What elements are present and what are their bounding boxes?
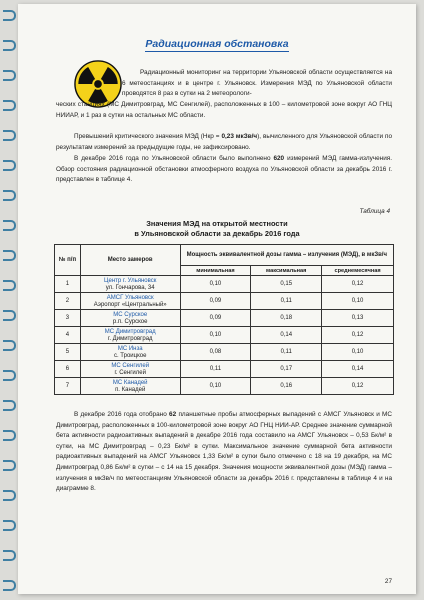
header-min: минимальная <box>180 266 251 276</box>
binder-ring <box>3 70 16 81</box>
header-max: максимальная <box>251 266 322 276</box>
paragraph-measurements: В декабре 2016 года по Ульяновской области было выполнено 620 измерений МЭД гамма-излучения. Обзор состояния радиационной обстановки атмосферного воздуха по Ульяновской области за декабрь 2016 г. представлен в таблице 4. <box>56 155 393 184</box>
table-title: Значения МЭД на открытой местности в Ульяновской области за декабрь 2016 года <box>134 219 300 238</box>
table-row: 7 МС Канадей п. Канадей 0,10 0,16 0,12 <box>55 378 394 395</box>
table-caption: Таблица 4 <box>359 208 390 215</box>
binder-ring <box>3 190 16 201</box>
paragraph-monitoring-cont: ческих станциях (МС Димитровград, МС Сенгилей), расположенных в 100 – километровой зоне вокруг АО ГНЦ НИИАР, и 1 раз в сутки на остальных МС области. <box>56 101 392 119</box>
sample-count: 62 <box>169 411 177 418</box>
header-place: Место замеров <box>80 245 180 276</box>
header-avg: среднемесячная <box>322 266 394 276</box>
table-row: 5 МС Инза с. Троицкое 0,08 0,11 0,10 <box>55 344 394 361</box>
binder-ring <box>3 460 16 471</box>
binder-ring <box>3 550 16 561</box>
paragraph-critical-value: Превышений критического значения МЭД (Нкр = 0,23 мкЗв/ч), вычисленного для Ульяновской области по результатам измерений за предыдущие годы, не зафиксировано. <box>56 133 392 151</box>
binder-ring <box>3 100 16 111</box>
binder-rings <box>0 0 18 600</box>
binder-ring <box>3 280 16 291</box>
binder-ring <box>3 130 16 141</box>
binder-ring <box>3 520 16 531</box>
header-num: № п/п <box>55 245 81 276</box>
binder-ring <box>3 310 16 321</box>
page-number: 27 <box>384 578 392 585</box>
document-page <box>18 4 416 594</box>
binder-ring <box>3 340 16 351</box>
table-row: 6 МС Сенгилей г. Сенгилей 0,11 0,17 0,14 <box>55 361 394 378</box>
measurement-count: 620 <box>273 155 285 162</box>
binder-ring <box>3 160 16 171</box>
section-title-text: Радиационная обстановка <box>145 38 289 50</box>
table-row: 2 АМСГ Ульяновск Аэропорт «Центральный» 0,09 0,11 0,10 <box>55 293 394 310</box>
binder-ring <box>3 10 16 21</box>
binder-ring <box>3 370 16 381</box>
binder-ring <box>3 400 16 411</box>
table-row: 4 МС Димитровград г. Димитровград 0,10 0,14 0,12 <box>55 327 394 344</box>
table-header-row <box>55 245 394 266</box>
binder-ring <box>3 250 16 261</box>
critical-value: 0,23 мкЗв/ч <box>221 133 258 140</box>
paragraph-fallout: В декабре 2016 года отобрано 62 планшетные пробы атмосферных выпадений с АМСГ Ульяновск и МС Димитровград, расположенных в 100-километровой зоне вокруг АО ГНЦ НИИ-АР. Среднее значение суммарной бета активности радиоактивных выпадений в декабре 2016 года составило на АМСГ Ульяновск – 0,53 Бк/м² в сутки, на МС Димитровград – 0,23 Бк/м² в сутки. Максимальное значение суммарной бета активности радиоактивных выпадений на АМСГ Ульяновск 1,33 Бк/м² в сутки было отмечено с 18 на 19 декабря, на МС Димитровград 0,86 Бк/м² в сутки – с 14 на 15 декабря. Значения мощности эквивалентной дозы (МЭД) гамма – излучения в мкЗв/ч по метеостанциям Ульяновской области за декабрь 2016 г. представлены в таблице 4 и на диаграмме 8. <box>56 411 392 493</box>
binder-ring <box>3 220 16 231</box>
binder-ring <box>3 490 16 501</box>
dose-table <box>54 244 394 395</box>
binder-ring <box>3 430 16 441</box>
binder-ring <box>3 40 16 51</box>
section-title <box>18 38 416 50</box>
binder-ring <box>3 580 16 591</box>
table-row: 3 МС Сурское р.п. Сурское 0,09 0,18 0,13 <box>55 310 394 327</box>
table-row: 1 Центр г. Ульяновск ул. Гончарова, 34 0,10 0,15 0,12 <box>55 276 394 293</box>
header-dose-group: Мощность эквивалентной дозы гамма – излучения (МЭД), в мкЗв/ч <box>180 245 393 266</box>
paragraph-monitoring: Радиационный мониторинг на территории Ульяновской области осуществляется на 6 метеостанциях и в центре г. Ульяновск. Измерения МЭД по Ульяновской области проводятся 8 раз в сутки на 2 метеорологи- <box>122 69 392 98</box>
